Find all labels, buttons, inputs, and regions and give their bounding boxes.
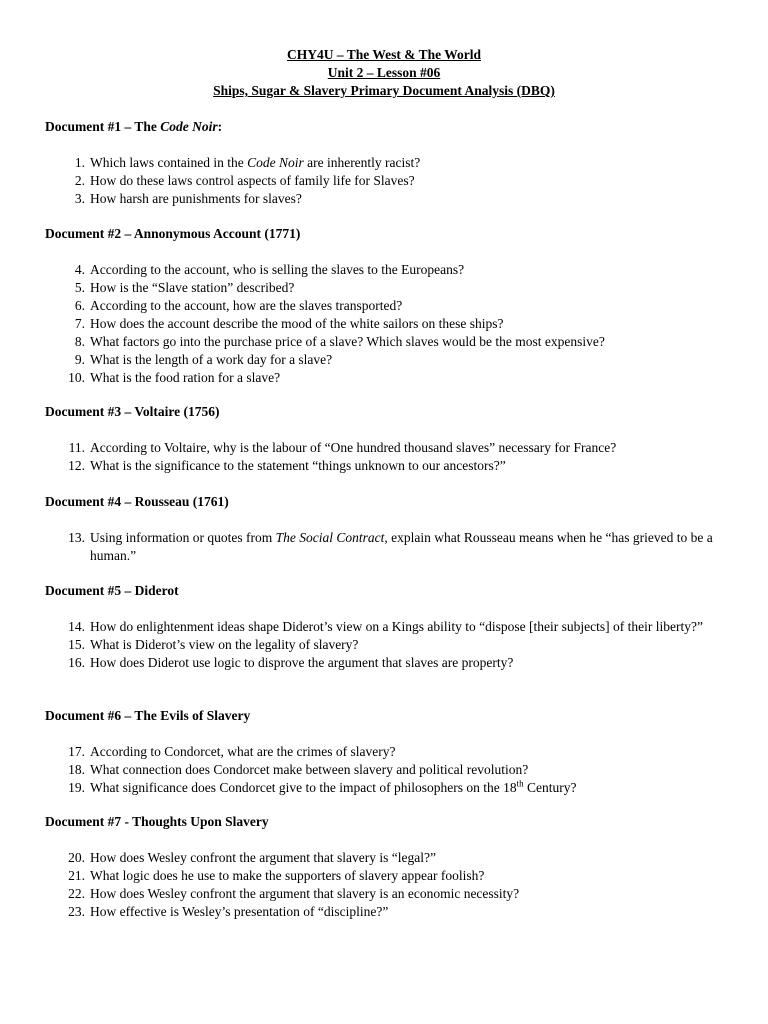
question-15: 15. What is Diderot’s view on the legality of slavery? <box>68 637 359 652</box>
question-list <box>45 439 735 475</box>
question-6: 6. According to the account, how are the slaves transported? <box>74 298 403 313</box>
question-7: 7. How does the account describe the mood of the white sailors on these ships? <box>74 316 504 331</box>
question-23: 23. How effective is Wesley’s presentation of “discipline?” <box>68 904 389 919</box>
question-10: 10. What is the food ration for a slave? <box>68 370 281 385</box>
question-19: 19. What significance does Condorcet give to the impact of philosophers on the 18th Century? <box>68 778 577 795</box>
assignment-title: Ships, Sugar & Slavery Primary Document Analysis (DBQ) <box>213 83 555 98</box>
document-4-title: Document #4 – Rousseau (1761) <box>45 494 229 509</box>
question-list <box>45 618 735 672</box>
question-1: 1. Which laws contained in the Code Noir are inherently racist? <box>74 155 421 170</box>
question-22: 22. How does Wesley confront the argument that slavery is an economic necessity? <box>68 886 520 901</box>
document-3-section <box>45 403 735 475</box>
question-9: 9. What is the length of a work day for a slave? <box>74 352 333 367</box>
question-list <box>45 743 735 797</box>
document-2-section <box>45 225 735 387</box>
document-5-title: Document #5 – Diderot <box>45 583 179 598</box>
document-1-title: Document #1 – The Code Noir: <box>45 119 223 134</box>
question-12: 12. What is the significance to the statement “things unknown to our ancestors?” <box>68 458 506 473</box>
question-16: 16. How does Diderot use logic to disprove the argument that slaves are property? <box>68 655 514 670</box>
document-5-section <box>45 582 735 672</box>
document-7-section <box>45 813 735 921</box>
document-6-title: Document #6 – The Evils of Slavery <box>45 708 251 723</box>
document-2-title: Document #2 – Annonymous Account (1771) <box>45 226 301 241</box>
question-18: 18. What connection does Condorcet make between slavery and political revolution? <box>68 762 529 777</box>
question-list <box>45 849 735 921</box>
course-title: CHY4U – The West & The World <box>286 47 482 62</box>
question-list <box>45 261 735 387</box>
document-6-section <box>45 707 735 797</box>
question-list <box>45 529 735 565</box>
document-1-section <box>45 118 735 208</box>
unit-lesson: Unit 2 – Lesson #06 <box>327 65 441 80</box>
document-3-title: Document #3 – Voltaire (1756) <box>45 404 220 419</box>
question-5: 5. How is the “Slave station” described? <box>74 280 295 295</box>
question-17: 17. According to Condorcet, what are the crimes of slavery? <box>68 744 396 759</box>
question-21: 21. What logic does he use to make the supporters of slavery appear foolish? <box>68 868 485 883</box>
document-7-title: Document #7 - Thoughts Upon Slavery <box>45 814 269 829</box>
question-8: 8. What factors go into the purchase price of a slave? Which slaves would be the most expensive? <box>74 334 605 349</box>
question-20: 20. How does Wesley confront the argument that slavery is “legal?” <box>68 850 436 865</box>
question-14: 14. How do enlightenment ideas shape Diderot’s view on a Kings ability to “dispose [their subjects] of their liberty?” <box>68 619 703 634</box>
document-4-section <box>45 493 735 565</box>
question-3: 3. How harsh are punishments for slaves? <box>74 191 302 206</box>
question-13: 13. Using information or quotes from The Social Contract, explain what Rousseau means when he “has grieved to be a human.” <box>68 530 713 563</box>
question-2: 2. How do these laws control aspects of family life for Slaves? <box>74 173 415 188</box>
question-list <box>45 154 735 208</box>
question-4: 4. According to the account, who is selling the slaves to the Europeans? <box>74 262 465 277</box>
document-header <box>0 46 768 100</box>
question-11: 11. According to Voltaire, why is the labour of “One hundred thousand slaves” necessary for France? <box>68 440 617 455</box>
